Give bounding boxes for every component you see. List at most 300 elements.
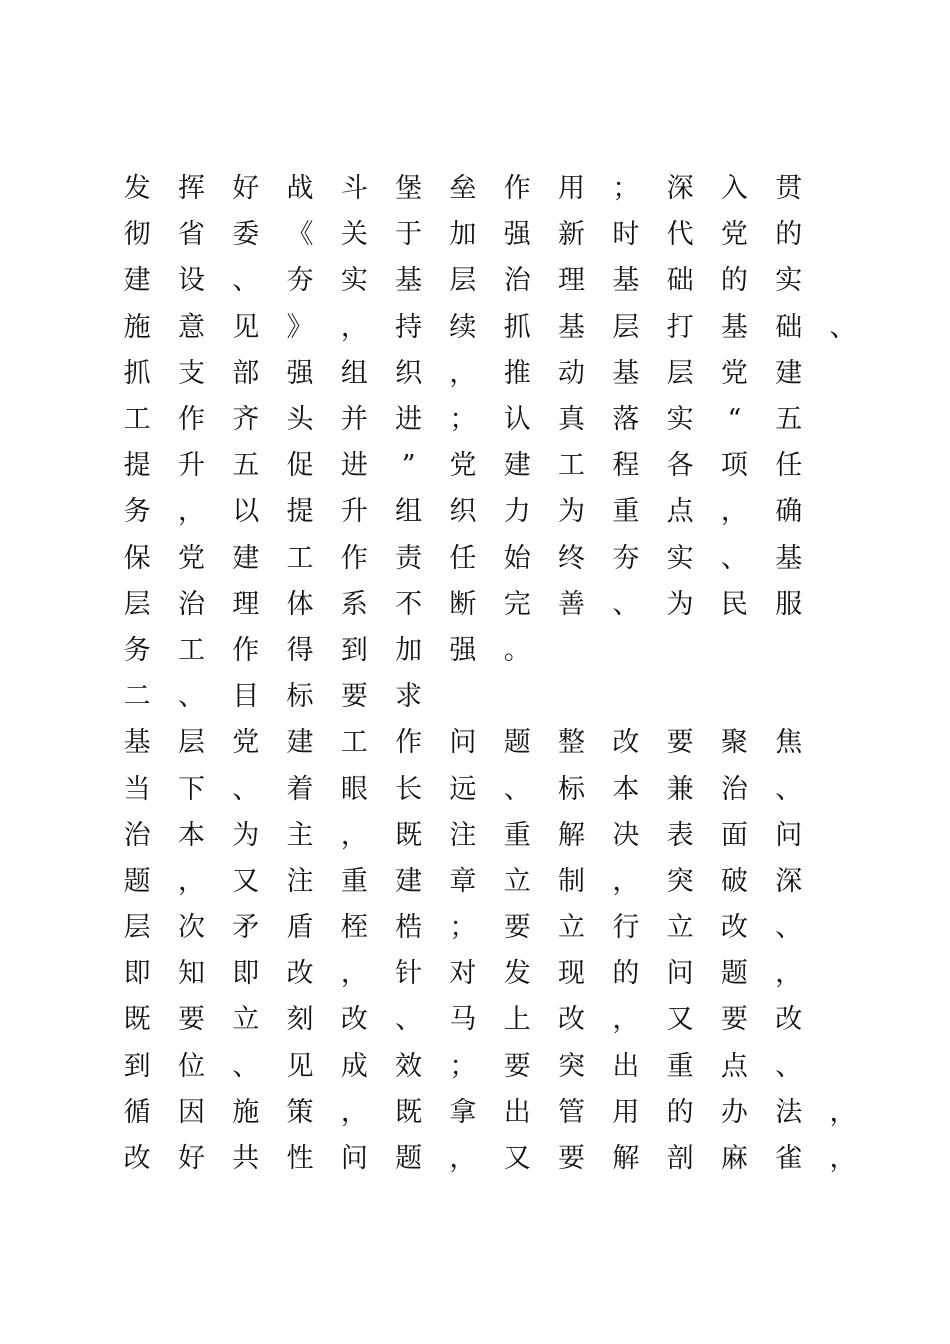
glyph: ； [449,1050,477,1082]
glyph: 不 [395,588,423,620]
glyph: 责 [395,542,423,574]
glyph: ， [612,1004,640,1036]
glyph: 部 [232,357,260,389]
text-line [110,720,870,766]
text-line [110,397,870,443]
glyph: 次 [177,912,205,944]
glyph: 工 [286,542,314,574]
glyph: 求 [395,681,423,713]
glyph: 头 [286,404,314,436]
glyph: 要 [503,912,531,944]
glyph: 改 [775,1004,803,1036]
glyph: 、 [720,542,748,574]
glyph: 标 [558,773,586,805]
glyph: 五 [232,450,260,482]
glyph: 任 [449,542,477,574]
glyph: 既 [395,1096,423,1128]
glyph: 组 [340,357,368,389]
glyph: 题 [720,958,748,990]
glyph: ， [177,496,205,528]
glyph: 、 [775,1050,803,1082]
glyph: 又 [503,1143,531,1175]
glyph: 党 [720,357,748,389]
glyph: 出 [612,1050,640,1082]
glyph: 眼 [340,773,368,805]
body-text [110,166,870,1182]
glyph: 现 [558,958,586,990]
glyph: 真 [558,404,586,436]
glyph: 整 [558,727,586,759]
glyph: 改 [720,912,748,944]
glyph: 重 [612,496,640,528]
glyph: 推 [503,357,531,389]
glyph: ， [340,819,368,851]
glyph: 为 [558,496,586,528]
glyph: 实 [775,265,803,297]
glyph: 焦 [775,727,803,759]
glyph: 系 [340,588,368,620]
glyph: 强 [286,357,314,389]
glyph: 聚 [720,727,748,759]
glyph: 齐 [232,404,260,436]
glyph: 党 [449,450,477,482]
text-line [110,258,870,304]
glyph: 刻 [286,1004,314,1036]
glyph: 斗 [340,173,368,205]
glyph: 提 [286,496,314,528]
glyph: 又 [666,1004,694,1036]
glyph: 办 [720,1096,748,1128]
glyph: 好 [232,173,260,205]
glyph: 既 [123,1004,151,1036]
text-line [110,859,870,905]
glyph: 基 [395,265,423,297]
glyph: 基 [123,727,151,759]
glyph: 梏 [395,912,423,944]
glyph: 点 [720,1050,748,1082]
glyph: 《 [286,219,314,251]
glyph: 织 [449,496,477,528]
glyph: 、 [829,311,857,343]
glyph: 主 [286,819,314,851]
glyph: 对 [449,958,477,990]
glyph: 层 [177,727,205,759]
glyph: 注 [449,819,477,851]
glyph: 堡 [395,173,423,205]
glyph: 改 [286,958,314,990]
glyph: 党 [232,727,260,759]
glyph: 本 [612,773,640,805]
glyph: 上 [503,1004,531,1036]
glyph: ； [612,173,640,205]
glyph: 工 [123,404,151,436]
glyph: 用 [612,1096,640,1128]
glyph: 续 [449,311,477,343]
glyph: 要 [720,1004,748,1036]
glyph: 针 [395,958,423,990]
glyph: 础 [775,311,803,343]
glyph: 位 [177,1050,205,1082]
glyph: 夯 [286,265,314,297]
glyph: 改 [123,1143,151,1175]
glyph: 层 [666,357,694,389]
glyph: 重 [503,819,531,851]
glyph: 任 [775,450,803,482]
glyph: 立 [558,912,586,944]
glyph: 着 [286,773,314,805]
glyph: 麻 [720,1143,748,1175]
glyph: 认 [503,404,531,436]
glyph: 为 [666,588,694,620]
text-line [110,1090,870,1136]
glyph: 、 [775,912,803,944]
glyph: 要 [503,1050,531,1082]
glyph: 雀 [775,1143,803,1175]
glyph: 升 [177,450,205,482]
glyph: ， [449,1143,477,1175]
glyph: 策 [286,1096,314,1128]
glyph: 进 [340,450,368,482]
glyph: 矛 [232,912,260,944]
glyph: 持 [395,311,423,343]
text-line [110,536,870,582]
glyph: 面 [720,819,748,851]
glyph: 马 [449,1004,477,1036]
glyph: 治 [123,819,151,851]
glyph: 基 [775,542,803,574]
glyph: 保 [123,542,151,574]
glyph: 促 [286,450,314,482]
glyph: 意 [177,311,205,343]
glyph: 重 [340,865,368,897]
glyph: 目 [232,681,260,713]
glyph: 要 [558,1143,586,1175]
glyph: 发 [123,173,151,205]
glyph: 立 [232,1004,260,1036]
glyph: 法 [775,1096,803,1128]
glyph: 出 [503,1096,531,1128]
glyph: 彻 [123,219,151,251]
glyph: 共 [232,1143,260,1175]
glyph: 管 [558,1096,586,1128]
glyph: 断 [449,588,477,620]
glyph: 到 [340,634,368,666]
glyph: 得 [286,634,314,666]
glyph: 见 [232,311,260,343]
glyph: 章 [449,865,477,897]
glyph: 发 [503,958,531,990]
glyph: 桎 [340,912,368,944]
glyph: 体 [286,588,314,620]
glyph: 标 [286,681,314,713]
glyph: 即 [123,958,151,990]
glyph: 下 [177,773,205,805]
glyph: 突 [666,865,694,897]
glyph: 理 [232,588,260,620]
glyph: 成 [340,1050,368,1082]
glyph: 织 [395,357,423,389]
glyph: ； [449,404,477,436]
glyph: ， [340,311,368,343]
glyph: 工 [177,634,205,666]
glyph: 建 [503,450,531,482]
glyph: 施 [232,1096,260,1128]
glyph: 以 [232,496,260,528]
glyph: 党 [720,219,748,251]
glyph: 务 [123,496,151,528]
text-line [110,1044,870,1090]
glyph: 委 [232,219,260,251]
glyph: 循 [123,1096,151,1128]
glyph: 落 [612,404,640,436]
glyph: 动 [558,357,586,389]
glyph: 、 [232,773,260,805]
glyph: 因 [177,1096,205,1128]
glyph: 长 [395,773,423,805]
glyph: 的 [666,1096,694,1128]
glyph: 二 [123,681,151,713]
glyph: 础 [666,265,694,297]
glyph: ； [449,912,477,944]
glyph: 解 [558,819,586,851]
glyph: 各 [666,450,694,482]
glyph: 作 [503,173,531,205]
glyph: 建 [123,265,151,297]
glyph: 进 [395,404,423,436]
glyph: 省 [177,219,205,251]
glyph: 的 [720,265,748,297]
glyph: 、 [775,773,803,805]
glyph: 又 [232,865,260,897]
text-line [110,905,870,951]
glyph: 题 [123,865,151,897]
glyph: “ [727,404,742,436]
glyph: 实 [340,265,368,297]
glyph: 问 [340,1143,368,1175]
glyph: 既 [395,819,423,851]
glyph: 治 [720,773,748,805]
glyph: 治 [177,588,205,620]
glyph: 项 [720,450,748,482]
glyph: 作 [232,634,260,666]
glyph: 要 [340,681,368,713]
glyph: 当 [123,773,151,805]
glyph: 施 [123,311,151,343]
text-line [110,166,870,212]
glyph: 组 [395,496,423,528]
glyph: 好 [177,1143,205,1175]
glyph: 抓 [123,357,151,389]
glyph: 行 [612,912,640,944]
glyph: 盾 [286,912,314,944]
glyph: 。 [503,634,531,666]
glyph: 立 [666,912,694,944]
glyph: 、 [395,1004,423,1036]
glyph: 强 [449,634,477,666]
glyph: 新 [558,219,586,251]
glyph: 重 [666,1050,694,1082]
glyph: 程 [612,450,640,482]
glyph: 实 [666,404,694,436]
glyph: 改 [340,1004,368,1036]
glyph: 加 [395,634,423,666]
glyph: 拿 [449,1096,477,1128]
glyph: 作 [395,727,423,759]
glyph: 基 [720,311,748,343]
glyph: ， [720,496,748,528]
glyph: 提 [123,450,151,482]
glyph: 、 [232,265,260,297]
glyph: 题 [395,1143,423,1175]
glyph: 强 [503,219,531,251]
glyph: 理 [558,265,586,297]
glyph: ， [340,1096,368,1128]
glyph: 、 [503,773,531,805]
text-line [110,628,870,674]
glyph: 深 [666,173,694,205]
glyph: ， [829,1096,857,1128]
glyph: 建 [395,865,423,897]
glyph: 建 [232,542,260,574]
glyph: 务 [123,634,151,666]
glyph: 服 [775,588,803,620]
glyph: 善 [558,588,586,620]
glyph: 、 [177,681,205,713]
glyph: 制 [558,865,586,897]
glyph: 层 [123,912,151,944]
glyph: 确 [775,496,803,528]
glyph: 点 [666,496,694,528]
glyph: 时 [612,219,640,251]
glyph: 并 [340,404,368,436]
glyph: 层 [123,588,151,620]
glyph: 基 [558,311,586,343]
glyph: 》 [286,311,314,343]
glyph: 始 [503,542,531,574]
glyph: 设 [177,265,205,297]
glyph: 深 [775,865,803,897]
glyph: ， [340,958,368,990]
glyph: 升 [340,496,368,528]
text-line [110,1136,870,1182]
glyph: 决 [612,819,640,851]
glyph: 问 [666,958,694,990]
text-line [110,351,870,397]
glyph: 力 [503,496,531,528]
glyph: 作 [177,404,205,436]
glyph: 工 [558,450,586,482]
glyph: 为 [232,819,260,851]
glyph: 支 [177,357,205,389]
glyph: 入 [720,173,748,205]
glyph: 建 [286,727,314,759]
glyph: 立 [503,865,531,897]
text-line [110,582,870,628]
glyph: 表 [666,819,694,851]
glyph: 、 [232,1050,260,1082]
glyph: 改 [558,1004,586,1036]
text-line [110,212,870,258]
text-line [110,489,870,535]
glyph: 打 [666,311,694,343]
text-line [110,813,870,859]
glyph: 作 [340,542,368,574]
glyph: 抓 [503,311,531,343]
glyph: 兼 [666,773,694,805]
glyph: 本 [177,819,205,851]
glyph: 贯 [775,173,803,205]
glyph: 实 [666,542,694,574]
glyph: 远 [449,773,477,805]
glyph: 层 [449,265,477,297]
glyph: 效 [395,1050,423,1082]
glyph: 挥 [177,173,205,205]
glyph: 知 [177,958,205,990]
glyph: 民 [720,588,748,620]
glyph: ， [775,958,803,990]
glyph: 注 [286,865,314,897]
glyph: 五 [775,404,803,436]
glyph: 解 [612,1143,640,1175]
text-line [110,766,870,812]
glyph: 加 [449,219,477,251]
glyph: 剖 [666,1143,694,1175]
glyph: 要 [177,1004,205,1036]
glyph: 题 [503,727,531,759]
glyph: 用 [558,173,586,205]
glyph: 夯 [612,542,640,574]
glyph: 终 [558,542,586,574]
glyph: 性 [286,1143,314,1175]
glyph: 建 [775,357,803,389]
glyph: 战 [286,173,314,205]
glyph: 的 [775,219,803,251]
glyph: 破 [720,865,748,897]
glyph: 突 [558,1050,586,1082]
glyph: 基 [612,265,640,297]
glyph: 问 [775,819,803,851]
glyph: 要 [666,727,694,759]
glyph: 、 [612,588,640,620]
glyph: 即 [232,958,260,990]
text-line [110,951,870,997]
glyph: ， [177,865,205,897]
glyph: 见 [286,1050,314,1082]
glyph: 垒 [449,173,477,205]
glyph: 到 [123,1050,151,1082]
glyph: ， [449,357,477,389]
glyph: 治 [503,265,531,297]
text-line [110,443,870,489]
section-heading [110,674,870,720]
glyph: 问 [449,727,477,759]
glyph: 改 [612,727,640,759]
glyph: 的 [612,958,640,990]
glyph: 关 [340,219,368,251]
glyph: 层 [612,311,640,343]
text-line [110,997,870,1043]
glyph: 党 [177,542,205,574]
glyph: 代 [666,219,694,251]
text-line [110,305,870,351]
glyph: 基 [612,357,640,389]
glyph: ” [401,450,416,482]
glyph: 完 [503,588,531,620]
glyph: 工 [340,727,368,759]
glyph: ， [829,1143,857,1175]
glyph: 于 [395,219,423,251]
glyph: ， [612,865,640,897]
